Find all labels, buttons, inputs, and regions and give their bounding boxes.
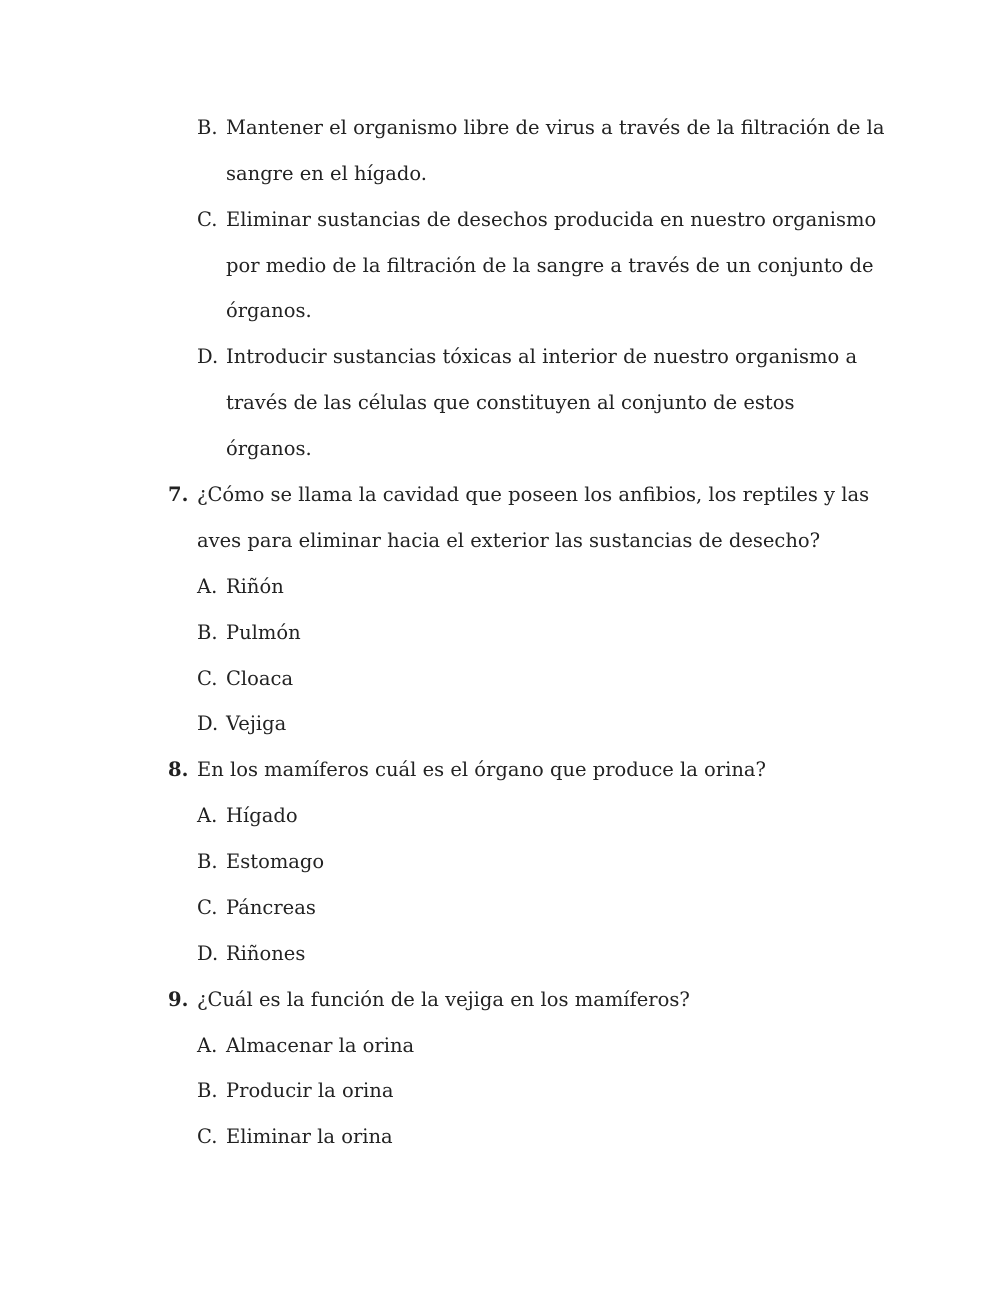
option-letter: B. — [197, 621, 218, 644]
option-text: Estomago — [226, 850, 325, 873]
option-letter: B. — [197, 850, 218, 873]
option-letter: C. — [197, 667, 218, 690]
question-text: aves para eliminar hacia el exterior las sustancias de desecho? — [197, 529, 821, 552]
option-text: través de las células que constituyen al conjunto de estos — [226, 391, 795, 414]
option-letter: D. — [197, 712, 219, 735]
option-letter: D. — [197, 942, 219, 965]
option-text: órganos. — [226, 299, 312, 322]
question-number: 9. — [168, 988, 189, 1011]
option-d — [197, 712, 286, 736]
option-d — [197, 942, 305, 966]
option-text: Riñón — [226, 575, 284, 598]
option-letter: A. — [197, 575, 218, 598]
option-letter: B. — [197, 116, 218, 139]
option-text: Eliminar sustancias de desechos producida en nuestro organismo — [226, 208, 877, 231]
option-c — [197, 1125, 393, 1149]
option-b — [197, 850, 324, 874]
option-letter: A. — [197, 1034, 218, 1057]
option-text: por medio de la filtración de la sangre a través de un conjunto de — [226, 254, 874, 277]
option-text: Producir la orina — [226, 1079, 394, 1102]
option-a — [197, 804, 298, 828]
option-a — [197, 575, 284, 599]
option-c — [197, 667, 293, 691]
option-text: Pulmón — [226, 621, 301, 644]
option-text: Vejiga — [226, 712, 287, 735]
option-letter: C. — [197, 896, 218, 919]
option-a — [197, 1034, 414, 1058]
option-text: Páncreas — [226, 896, 316, 919]
option-text: Almacenar la orina — [226, 1034, 415, 1057]
option-letter: A. — [197, 804, 218, 827]
option-text: Introducir sustancias tóxicas al interior de nuestro organismo a — [226, 345, 858, 368]
question-number: 7. — [168, 483, 189, 506]
option-c — [197, 896, 316, 920]
option-text: Hígado — [226, 804, 298, 827]
option-b — [197, 1079, 393, 1103]
question-number: 8. — [168, 758, 189, 781]
option-text: Mantener el organismo libre de virus a través de la filtración de la — [226, 116, 885, 139]
option-letter: B. — [197, 1079, 218, 1102]
question-text: ¿Cómo se llama la cavidad que poseen los anfibios, los reptiles y las — [197, 483, 870, 506]
option-letter: C. — [197, 1125, 218, 1148]
option-text: sangre en el hígado. — [226, 162, 427, 185]
option-text: Eliminar la orina — [226, 1125, 393, 1148]
question-text: ¿Cuál es la función de la vejiga en los mamíferos? — [197, 988, 690, 1011]
option-text: órganos. — [226, 437, 312, 460]
option-text: Riñones — [226, 942, 306, 965]
option-letter: C. — [197, 208, 218, 231]
option-letter: D. — [197, 345, 219, 368]
option-b — [197, 621, 301, 645]
question-text: En los mamíferos cuál es el órgano que produce la orina? — [197, 758, 766, 781]
option-text: Cloaca — [226, 667, 294, 690]
